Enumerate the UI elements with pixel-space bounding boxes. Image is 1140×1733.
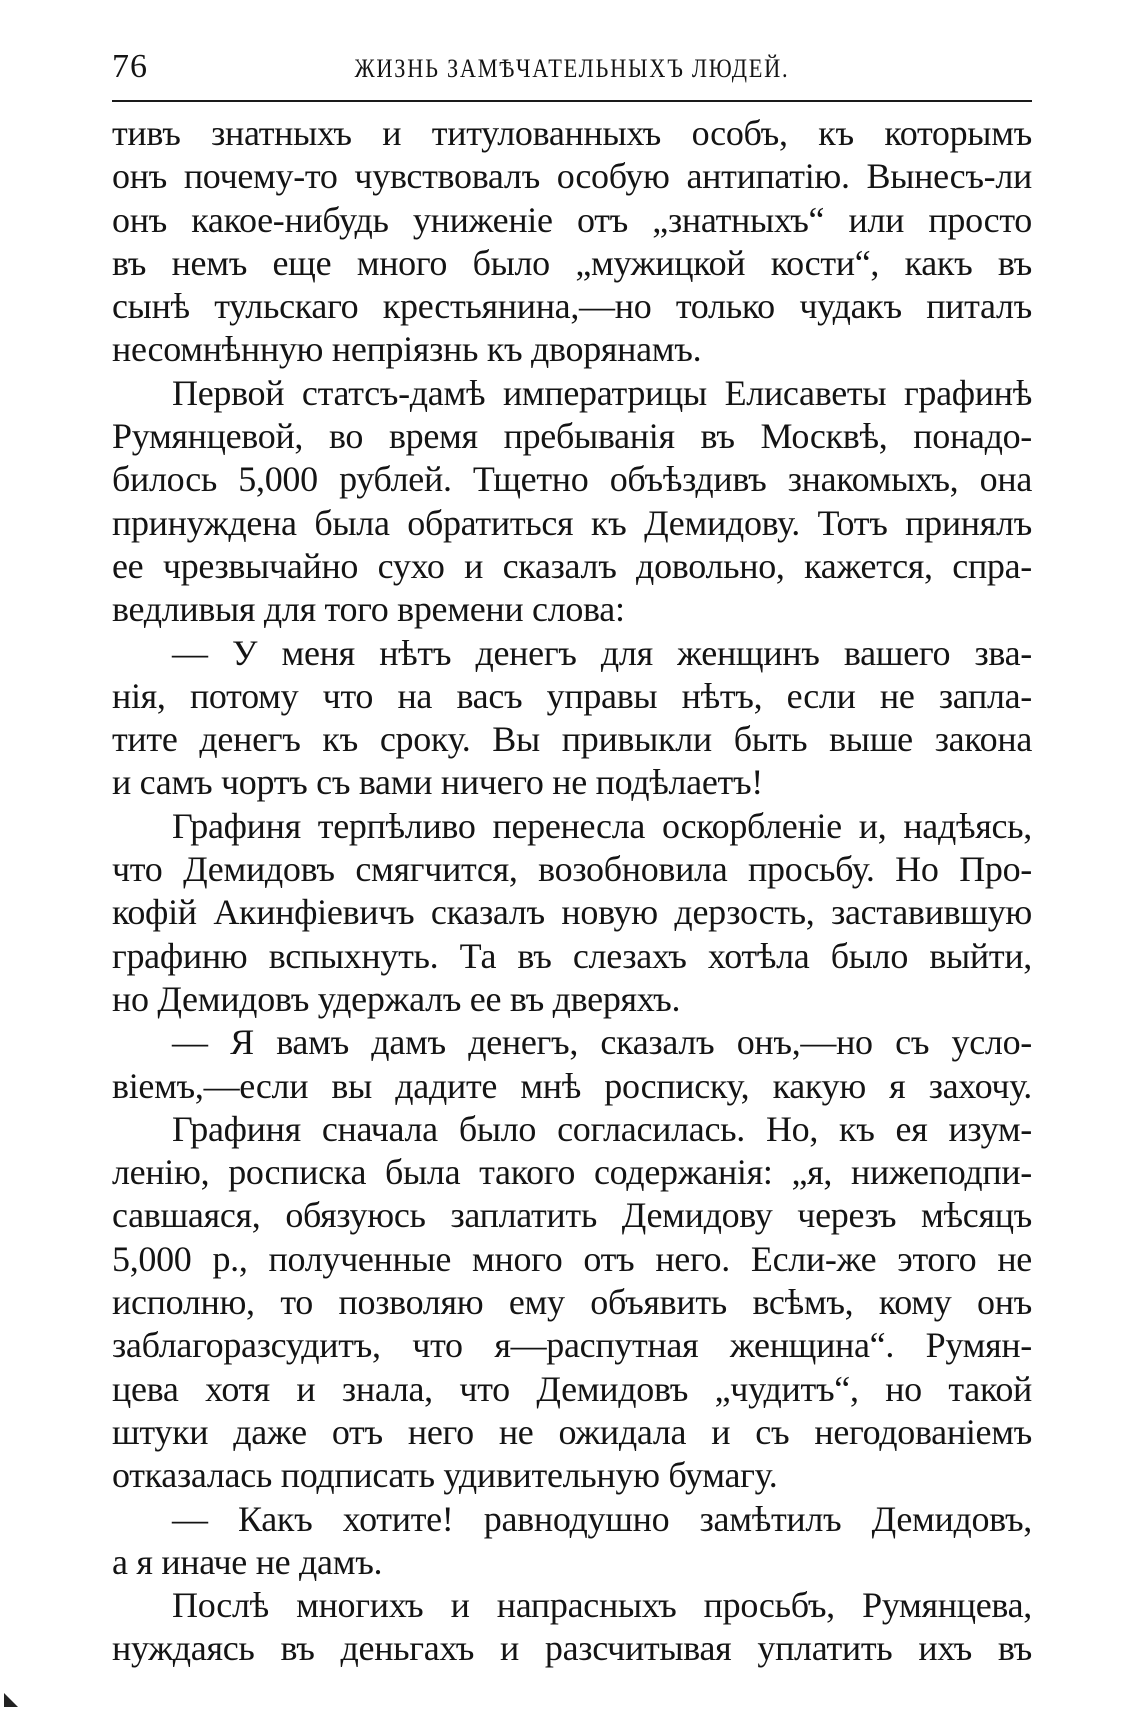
text-line: ленію, росписка была такого содержанія: „я, нижеподпи- <box>112 1152 1032 1193</box>
text-line: нуждаясь въ деньгахъ и разсчитывая уплатить ихъ въ <box>112 1628 1032 1669</box>
running-title: ЖИЗНЬ ЗАМѢЧАТЕЛЬНЫХЪ ЛЮДЕЙ. <box>354 54 790 83</box>
text-line: — Я вамъ дамъ денегъ, сказалъ онъ,—но съ усло- <box>172 1022 1032 1063</box>
text-line: сынѣ тульскаго крестьянина,—но только чудакъ питалъ <box>112 286 1032 327</box>
text-line: исполню, то позволяю ему объявить всѣмъ, кому онъ <box>112 1282 1032 1323</box>
text-line: цева хотя и знала, что Демидовъ „чудитъ“, но такой <box>112 1368 1032 1409</box>
corner-arrow-icon <box>4 1693 18 1707</box>
text-line: нія, потому что на васъ управы нѣтъ, если не запла- <box>112 675 1032 716</box>
text-line: савшаяся, обязуюсь заплатить Демидову черезъ мѣсяцъ <box>112 1195 1032 1236</box>
text-line: Первой статсъ-дамѣ императрицы Елисаветы графинѣ <box>172 372 1032 413</box>
text-line: графиню вспыхнуть. Та въ слезахъ хотѣла было выйти, <box>112 935 1032 976</box>
text-line: тивъ знатныхъ и титулованныхъ особъ, къ которымъ <box>112 113 1032 153</box>
text-line: принуждена была обратиться къ Демидову. Тотъ принялъ <box>112 502 1032 543</box>
text-line: въ немъ еще много было „мужицкой кости“, какъ въ <box>112 242 1032 283</box>
page-number: 76 <box>112 48 148 85</box>
text-line: ведливыя для того времени слова: <box>112 589 625 630</box>
text-line: и самъ чортъ съ вами ничего не подѣлаетъ! <box>112 762 763 803</box>
text-line: кофій Акинфіевичъ сказалъ новую дерзость, заставившую <box>112 892 1032 933</box>
text-line: — Какъ хотите! равнодушно замѣтилъ Демидовъ, <box>172 1498 1032 1539</box>
text-line: но Демидовъ удержалъ ее въ дверяхъ. <box>112 978 681 1019</box>
text-line: Послѣ многихъ и напрасныхъ просьбъ, Румянцева, <box>172 1585 1032 1626</box>
text-line: несомнѣнную непріязнь къ дворянамъ. <box>112 329 702 370</box>
text-line: ее чрезвычайно сухо и сказалъ довольно, кажется, спра- <box>112 545 1032 586</box>
text-line: Графиня сначала было согласилась. Но, къ ея изум- <box>172 1108 1032 1149</box>
body-text <box>112 112 1032 1671</box>
text-line: Графиня терпѣливо перенесла оскорбленіе и, надѣясь, <box>172 805 1032 846</box>
text-line: тите денегъ къ сроку. Вы привыкли быть выше закона <box>112 719 1032 760</box>
text-line: — У меня нѣтъ денегъ для женщинъ вашего зва- <box>172 632 1032 673</box>
text-line: онъ почему-то чувствовалъ особую антипатію. Вынесъ-ли <box>112 156 1032 197</box>
page-header <box>112 44 1032 102</box>
text-line: 5,000 р., полученные много отъ него. Если-же этого не <box>112 1238 1032 1279</box>
text-line: заблагоразсудитъ, что я—распутная женщина“. Румян- <box>112 1325 1032 1366</box>
text-line: штуки даже отъ него не ожидала и съ негодованіемъ <box>112 1411 1032 1452</box>
text-line: что Демидовъ смягчится, возобновила просьбу. Но Про- <box>112 849 1032 890</box>
text-line: билось 5,000 рублей. Тщетно объѣздивъ знакомыхъ, она <box>112 459 1032 500</box>
text-line: Румянцевой, во время пребыванія въ Москвѣ, понадо- <box>112 416 1032 457</box>
text-line: отказалась подписать удивительную бумагу. <box>112 1455 778 1496</box>
text-line: онъ какое-нибудь униженіе отъ „знатныхъ“ или просто <box>112 199 1032 240</box>
text-line: а я иначе не дамъ. <box>112 1541 383 1582</box>
book-page <box>112 44 1032 1671</box>
text-line: віемъ,—если вы дадите мнѣ росписку, какую я захочу. <box>112 1065 1032 1106</box>
